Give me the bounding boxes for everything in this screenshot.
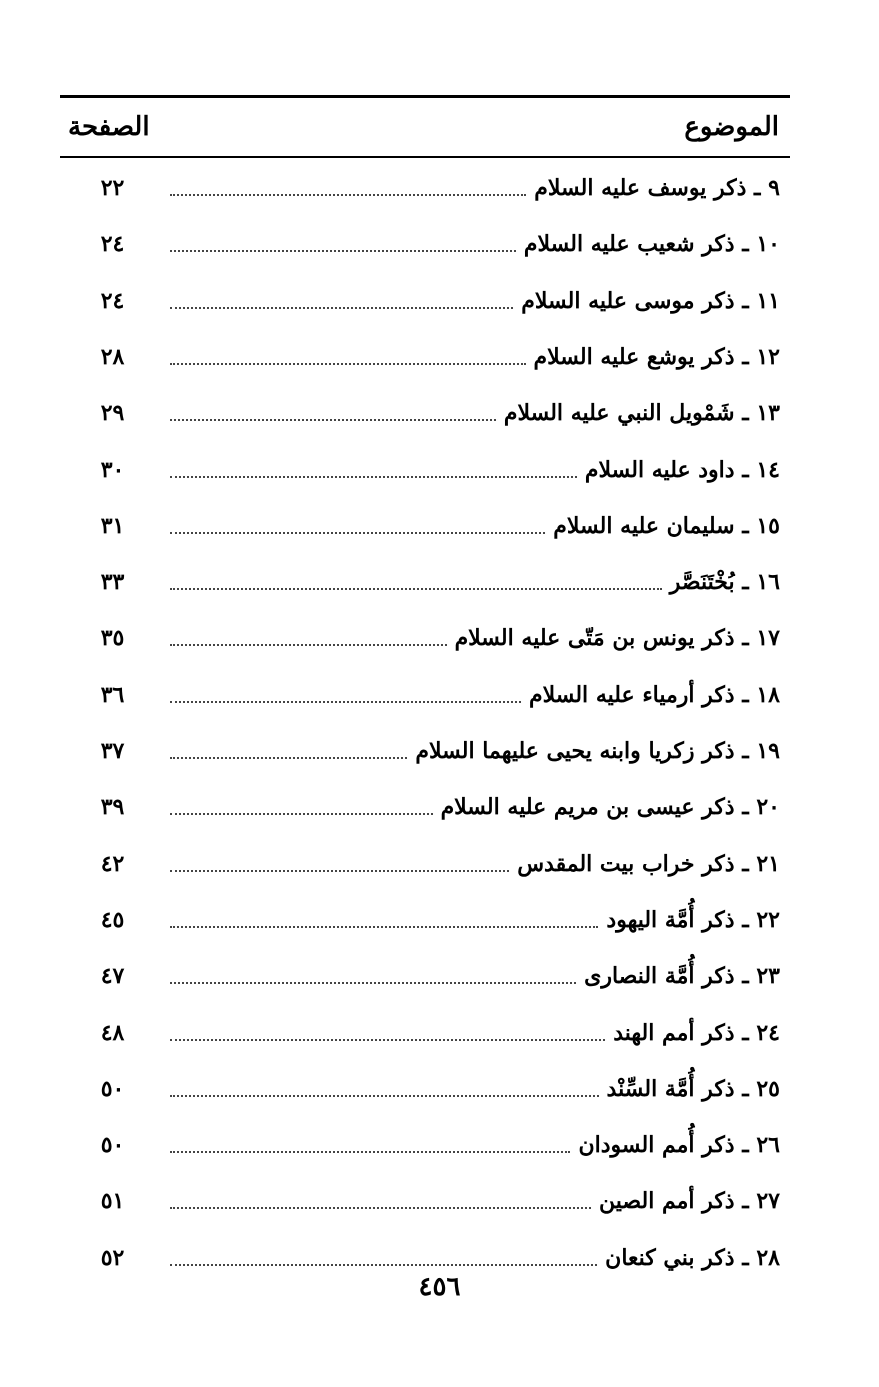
toc-entry-line	[170, 446, 780, 494]
toc-entry-page-number: ٣٦	[100, 681, 125, 708]
toc-entry-line	[170, 896, 780, 944]
dot-leader	[170, 757, 407, 759]
dot-leader	[170, 926, 598, 928]
toc-entry-line	[170, 1121, 780, 1169]
toc-entry-title: ٢٤ ـ ذكر أمم الهند	[613, 1019, 780, 1046]
dot-leader	[170, 701, 521, 703]
dot-leader	[170, 419, 496, 421]
toc-entry-page-number: ٣٠	[100, 456, 125, 483]
toc-entry-page-number: ٤٢	[100, 850, 125, 877]
dot-leader	[170, 644, 447, 646]
toc-entry-title: ١٧ ـ ذكر يونس بن مَتّى عليه السلام	[454, 625, 780, 652]
toc-entry-title: ٢٦ ـ ذكر أُمم السودان	[578, 1132, 780, 1159]
dot-leader	[170, 1095, 599, 1097]
toc-entry	[0, 385, 879, 441]
dot-leader	[170, 194, 526, 196]
toc-entry-title: ١٩ ـ ذكر زكريا وابنه يحيى عليهما السلام	[415, 738, 780, 764]
toc-entry-title: ١٠ ـ ذكر شعيب عليه السلام	[523, 231, 780, 258]
toc-entry	[0, 1005, 879, 1061]
toc-entry-page-number: ٢٤	[100, 231, 125, 258]
dot-leader	[170, 1264, 597, 1266]
toc-entry-line	[170, 671, 780, 719]
toc-entry-page-number: ٥٢	[100, 1244, 125, 1271]
dot-leader	[170, 250, 516, 252]
toc-entry-title: ١٦ ـ بُخْتَنَصَّر	[669, 569, 780, 596]
toc-entry-title: ٢٢ ـ ذكر أُمَّة اليهود	[606, 906, 780, 933]
toc-entry-line	[170, 614, 780, 662]
toc-entry-line	[170, 840, 780, 888]
toc-entry-title: ٢٠ ـ ذكر عيسى بن مريم عليه السلام	[440, 794, 780, 821]
toc-entry-page-number: ٣٩	[100, 794, 125, 821]
toc-entry	[0, 498, 879, 554]
header-rule	[60, 156, 790, 158]
toc-entry-line	[170, 164, 780, 212]
toc-entry-line	[170, 558, 780, 606]
dot-leader	[170, 588, 662, 590]
toc-entry-title: ١٢ ـ ذكر يوشع عليه السلام	[533, 343, 780, 370]
toc-entry-page-number: ٥٠	[100, 1075, 125, 1102]
toc-entry	[0, 1173, 879, 1229]
dot-leader	[170, 1039, 605, 1041]
topic-column-header: الموضوع	[684, 112, 779, 142]
toc-entry	[0, 779, 879, 835]
toc-entry-line	[170, 1065, 780, 1113]
toc-entry	[0, 160, 879, 216]
page-number: ٤٥٦	[418, 1272, 461, 1302]
toc-entry-line	[170, 389, 780, 437]
toc-entry-title: ٢٨ ـ ذكر بني كنعان	[605, 1244, 780, 1271]
toc-entry-page-number: ٢٩	[100, 400, 125, 427]
toc-entry-line	[170, 727, 780, 775]
dot-leader	[170, 476, 577, 478]
toc-entry-page-number: ٥١	[100, 1188, 125, 1215]
toc-entry-title: ٢٣ ـ ذكر أُمَّة النصارى	[584, 963, 780, 990]
toc-entry	[0, 216, 879, 272]
toc-entry-line	[170, 277, 780, 325]
toc-entry-page-number: ٣١	[100, 512, 125, 539]
toc-entry-line	[170, 783, 780, 831]
toc-entry	[0, 836, 879, 892]
toc-entry-page-number: ٢٢	[100, 175, 125, 201]
toc-entry	[0, 273, 879, 329]
toc-entry-line	[170, 1009, 780, 1057]
dot-leader	[170, 870, 509, 872]
toc-entry	[0, 1117, 879, 1173]
dot-leader	[170, 532, 545, 534]
toc-entry-title: ٢٧ ـ ذكر أمم الصين	[599, 1188, 780, 1215]
toc-entry	[0, 667, 879, 723]
toc-entry-page-number: ٢٨	[100, 343, 125, 370]
dot-leader	[170, 982, 576, 984]
top-rule	[60, 95, 790, 98]
toc-entry-page-number: ٣٣	[100, 569, 125, 596]
toc-entry-line	[170, 220, 780, 268]
toc-entry-title: ١٥ ـ سليمان عليه السلام	[553, 512, 780, 539]
toc-entry-title: ١٣ ـ شَمْويل النبي عليه السلام	[503, 400, 780, 427]
toc-entry-page-number: ٤٨	[100, 1019, 125, 1046]
toc-entry-page-number: ٣٧	[100, 738, 125, 764]
dot-leader	[170, 307, 513, 309]
toc-entry-page-number: ٢٤	[100, 287, 125, 314]
dot-leader	[170, 1151, 570, 1153]
toc-entry	[0, 948, 879, 1004]
dot-leader	[170, 1207, 591, 1209]
dot-leader	[170, 363, 526, 365]
toc-entry-line	[170, 952, 780, 1000]
toc-entry-title: ٢٥ ـ ذكر أُمَّة السِّنْد	[606, 1075, 780, 1102]
toc-entry-page-number: ٤٧	[100, 963, 125, 990]
toc-entry-line	[170, 502, 780, 550]
toc-entry-page-number: ٤٥	[100, 906, 125, 933]
toc-entry-page-number: ٣٥	[100, 625, 125, 652]
toc-entry	[0, 892, 879, 948]
toc-entry-line	[170, 1177, 780, 1225]
toc-entry	[0, 554, 879, 610]
toc-entry	[0, 442, 879, 498]
toc-entry	[0, 723, 879, 779]
toc-entry-title: ١١ ـ ذكر موسى عليه السلام	[521, 287, 780, 314]
toc-entry	[0, 1061, 879, 1117]
toc-entry-title: ٩ ـ ذكر يوسف عليه السلام	[534, 175, 780, 201]
toc-entry-title: ١٤ ـ داود عليه السلام	[584, 456, 780, 483]
toc-entry-title: ٢١ ـ ذكر خراب بيت المقدس	[517, 850, 780, 877]
toc-entry-page-number: ٥٠	[100, 1132, 125, 1159]
toc-entry	[0, 329, 879, 385]
dot-leader	[170, 813, 433, 815]
toc-entry	[0, 610, 879, 666]
page-column-header: الصفحة	[68, 112, 150, 142]
toc-entry-title: ١٨ ـ ذكر أرمياء عليه السلام	[528, 681, 780, 708]
toc-entry-line	[170, 333, 780, 381]
